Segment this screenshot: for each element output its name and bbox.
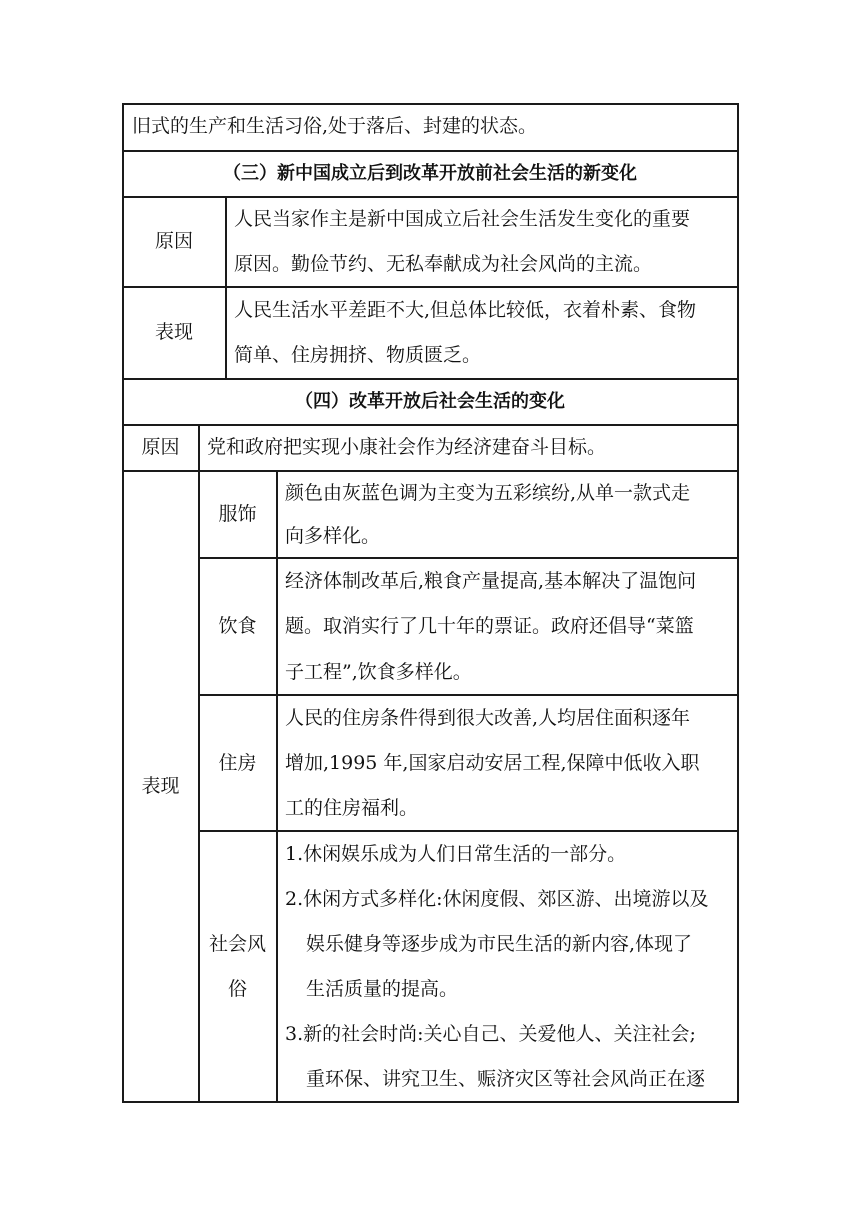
section3-reason-label: 原因 — [154, 230, 193, 252]
housing-line: 增加,1995 年,国家启动安居工程,保障中低收入职 — [285, 752, 700, 774]
column-divider — [276, 470, 278, 1102]
food-line: 经济体制改革后,粮食产量提高,基本解决了温饱问 — [285, 570, 697, 592]
clothing-line: 向多样化。 — [285, 525, 381, 547]
section3-heading: （三）新中国成立后到改革开放前社会生活的新变化 — [223, 163, 637, 184]
housing-line: 人民的住房条件得到很大改善,人均居住面积逐年 — [285, 707, 691, 729]
housing-line: 工的住房福利。 — [285, 797, 419, 819]
clothing-line: 颜色由灰蓝色调为主变为五彩缤纷,从单一款式走 — [285, 482, 691, 504]
customs-line: 2.休闲方式多样化:休闲度假、郊区游、出境游以及 — [285, 888, 709, 910]
section3-reason-line: 原因。勤俭节约、无私奉献成为社会风尚的主流。 — [234, 253, 653, 275]
table-border-right — [737, 103, 739, 1102]
section3-reason-line: 人民当家作主是新中国成立后社会生活发生变化的重要 — [234, 208, 691, 230]
section4-reason-label: 原因 — [141, 436, 180, 458]
customs-line: 生活质量的提高。 — [306, 978, 459, 1000]
customs-line: 重环保、讲究卫生、赈济灾区等社会风尚正在逐 — [306, 1068, 706, 1090]
housing-label: 住房 — [218, 752, 257, 774]
food-line: 题。取消实行了几十年的票证。政府还倡导“菜篮 — [285, 615, 694, 637]
customs-line: 1.休闲娱乐成为人们日常生活的一部分。 — [285, 843, 627, 865]
food-line: 子工程”,饮食多样化。 — [285, 661, 472, 683]
section3-manifest-label: 表现 — [154, 321, 193, 343]
clothing-label: 服饰 — [218, 503, 257, 525]
section4-manifest-label: 表现 — [141, 775, 180, 797]
section3-manifest-line: 人民生活水平差距不大,但总体比较低，衣着朴素、食物 — [234, 299, 697, 321]
customs-line: 3.新的社会时尚:关心自己、关爱他人、关注社会; — [285, 1023, 696, 1045]
column-divider — [225, 196, 227, 378]
customs-label-line: 社会风 — [208, 933, 266, 955]
section4-reason-text: 党和政府把实现小康社会作为经济建奋斗目标。 — [207, 436, 607, 458]
section4-heading: （四）改革开放后社会生活的变化 — [295, 391, 565, 412]
customs-line: 娱乐健身等逐步成为市民生活的新内容,体现了 — [306, 933, 693, 955]
customs-label-line: 俗 — [227, 978, 247, 1000]
food-label: 饮食 — [218, 615, 257, 637]
section3-manifest-line: 简单、住房拥挤、物质匮乏。 — [234, 344, 482, 366]
continued-text: 旧式的生产和生活习俗,处于落后、封建的状态。 — [132, 115, 538, 137]
